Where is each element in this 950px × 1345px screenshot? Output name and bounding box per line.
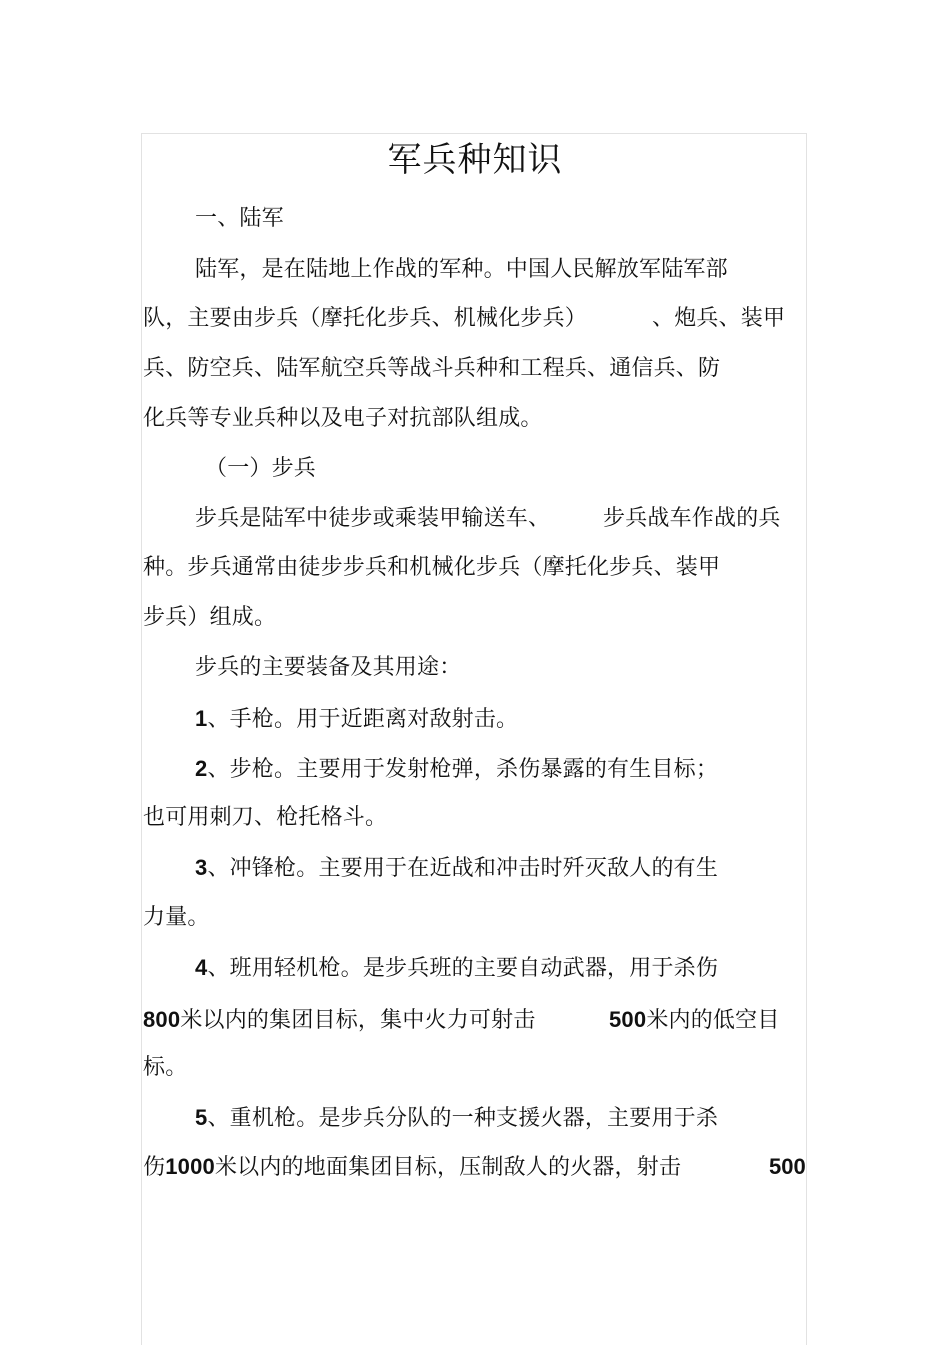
- item-text: 米以内的地面集团目标，压制敌人的火器，射击: [214, 1155, 682, 1180]
- paragraph-line: 步兵是陆军中徒步或乘装甲输送车、: [195, 506, 551, 531]
- range-number: 500: [609, 1007, 647, 1032]
- list-item-continuation: [143, 1005, 536, 1036]
- paragraph-line: 、炮兵、装甲: [652, 306, 786, 331]
- item-text: 米内的低空目: [646, 1008, 780, 1033]
- range-number: 800: [143, 1007, 181, 1032]
- paragraph-line: 化兵等专业兵种以及电子对抗部队组成。: [143, 406, 543, 431]
- item-text: 伤: [143, 1155, 166, 1180]
- item-text: 、冲锋枪。主要用于在近战和冲击时歼灭敌人的有生: [207, 856, 719, 881]
- list-item-continuation: [609, 1005, 780, 1036]
- section-heading-army: 一、陆军: [195, 206, 284, 231]
- list-item-continuation: [143, 1152, 681, 1183]
- paragraph-line: 兵、防空兵、陆军航空兵等战斗兵种和工程兵、通信兵、防: [143, 356, 721, 381]
- paragraph-line: 队，主要由步兵（摩托化步兵、机械化步兵）: [143, 306, 588, 331]
- paragraph-line: 种。步兵通常由徒步步兵和机械化步兵（摩托化步兵、装甲: [143, 555, 721, 580]
- subsection-heading-infantry: （一）步兵: [205, 456, 317, 481]
- paragraph-line: 步兵战车作战的兵: [603, 506, 781, 531]
- range-number: 1000: [165, 1154, 215, 1179]
- item-text: 、步枪。主要用于发射枪弹，杀伤暴露的有生目标；: [207, 757, 719, 782]
- paragraph-line: 步兵的主要装备及其用途：: [195, 655, 462, 680]
- paragraph-line: 陆军，是在陆地上作战的军种。中国人民解放军陆军部: [195, 257, 728, 282]
- list-item: [195, 754, 718, 785]
- item-text: 、重机枪。是步兵分队的一种支援火器，主要用于杀: [207, 1106, 719, 1131]
- list-item-continuation: 标。: [143, 1055, 188, 1080]
- item-number: 5: [195, 1105, 208, 1130]
- item-number: 4: [195, 955, 208, 980]
- list-item: [195, 853, 718, 884]
- item-number: 1: [195, 706, 208, 731]
- item-number: 3: [195, 855, 208, 880]
- list-item-continuation: 也可用刺刀、枪托格斗。: [143, 805, 388, 830]
- paragraph-line: 步兵）组成。: [143, 605, 277, 630]
- list-item: [195, 704, 518, 735]
- item-text: 米以内的集团目标，集中火力可射击: [180, 1008, 536, 1033]
- item-text: 、班用轻机枪。是步兵班的主要自动武器，用于杀伤: [207, 956, 719, 981]
- item-number: 2: [195, 756, 208, 781]
- document-title: 军兵种知识: [387, 140, 563, 180]
- list-item: [195, 1103, 718, 1134]
- item-text: 、手枪。用于近距离对敌射击。: [207, 707, 519, 732]
- list-item: [195, 953, 718, 984]
- range-number: 500: [769, 1154, 806, 1179]
- list-item-continuation: 力量。: [143, 905, 210, 930]
